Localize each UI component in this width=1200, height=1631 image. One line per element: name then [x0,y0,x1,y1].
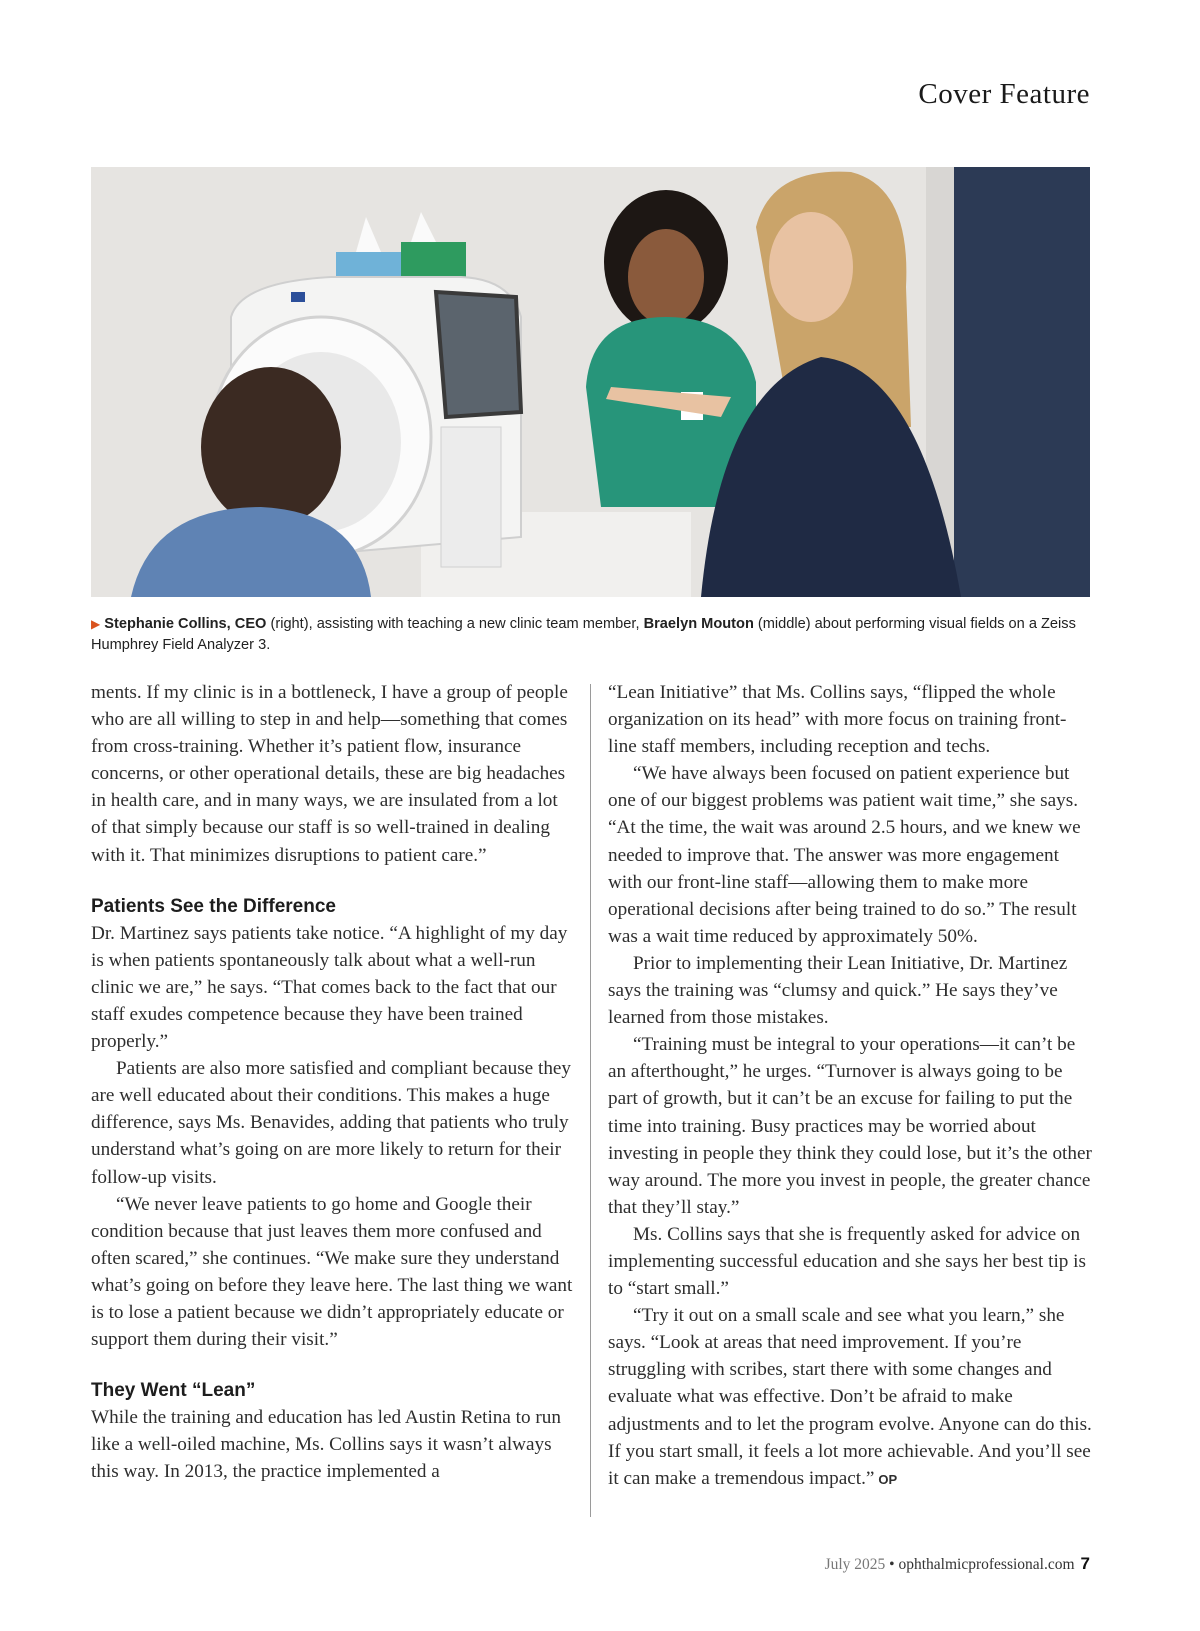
clinic-photo-illustration [91,167,1090,597]
footer-date: July 2025 [824,1556,886,1573]
paragraph: Prior to implementing their Lean Initiative, Dr. Martinez says the training was “clumsy and quick.” He says they’ve learned from those mistakes. [608,952,1068,1029]
paragraph: Patients are also more satisfied and compliant because they are well educated about their conditions. This makes a huge difference, says Ms. Benavides, adding that patients who truly understand what’s going on are more likely to return for their follow-up visits. [91,1058,572,1188]
paragraph: “Lean Initiative” that Ms. Collins says, “flipped the whole organization on its head” with more focus on training front-line staff members, including reception and techs. [608,682,1067,758]
paragraph: Dr. Martinez says patients take notice. “A highlight of my day is when patients spontaneously talk about what a well-run clinic we are,” he says. “That comes back to the fact that our staff exudes competence because they have been trained properly.” [91,922,568,1053]
paragraph-last [608,1302,1094,1493]
footer-site: ophthalmicprofessional.com [898,1556,1075,1573]
page-footer [825,1554,1090,1574]
section-title: Cover Feature [918,78,1090,110]
subheading: Patients See the Difference [91,895,336,917]
right-column [608,679,1094,1493]
paragraph: “We have always been focused on patient experience but one of our biggest problems was patient wait time,” she says. “At the time, the wait was around 2.5 hours, and we knew we needed to improve that. The answer was more engagement with our front-line staff—allowing them to make more operational decisions after being trained to do so.” The result was a wait time reduced by approximately 50%. [608,763,1081,947]
paragraph: While the training and education has led Austin Retina to run like a well-oiled machine, Ms. Collins says it wasn’t always this way. In 2013, the practice implemented a [91,1407,561,1483]
caption-arrow-icon: ▶ [91,617,101,631]
paragraph: ments. If my clinic is in a bottleneck, I have a group of people who are all willing to step in and help—something that comes from cross-training. Whether it’s patient flow, insurance concerns, or other operational details, these are big headaches in health care, and in many ways, we are insulated from a lot of that simply because our staff is so well-trained in dealing with it. That minimizes disruptions to patient care.” [91,682,568,866]
article-photo [91,167,1090,597]
paragraph: “We never leave patients to go home and Google their condition because that just leaves them more confused and often scared,” she continues. “We make sure they understand what’s going on before they leave here. The last thing we want is to lose a patient because we didn’t appropriately educate or support them during their visit.” [91,1193,573,1351]
subheading: They Went “Lean” [91,1380,256,1402]
paragraph: “Training must be integral to your operations—it can’t be an afterthought,” he urges. “Turnover is always going to be part of growth, but it can’t be an excuse for failing to put the time into training. Busy practices may be worried about investing in people they think they could lose, but it’s the other way around. The more you invest in people, the greater chance that they’ll stay.” [608,1034,1092,1218]
caption-text-1: (right), assisting with teaching a new clinic team member, [266,616,644,632]
page-number: 7 [1080,1554,1090,1573]
paragraph-text: “Try it out on a small scale and see what you learn,” she says. “Look at areas that need improvement. If you’re struggling with scribes, start there with some changes and evaluate what was effective. Don’t be afraid to make adjustments and to let the program evolve. Anyone can do this. If you start small, it feels a lot more achievable. And you’ll see it can make a tremendous impact.” [608,1305,1092,1489]
caption-name-2: Braelyn Mouton [643,616,754,632]
left-column [91,679,577,1485]
footer-separator: • [885,1556,899,1573]
end-mark: OP [878,1471,898,1487]
column-divider [590,684,591,1517]
caption-name-1: Stephanie Collins, CEO [104,616,267,632]
caption-text-2: (middle) about performing visual fields on a Zeiss Humphrey Field Analyzer 3. [91,616,1076,653]
paragraph: Ms. Collins says that she is frequently asked for advice on implementing successful education and she says her best tip is to “start small.” [608,1223,1086,1300]
photo-caption [91,614,1091,656]
